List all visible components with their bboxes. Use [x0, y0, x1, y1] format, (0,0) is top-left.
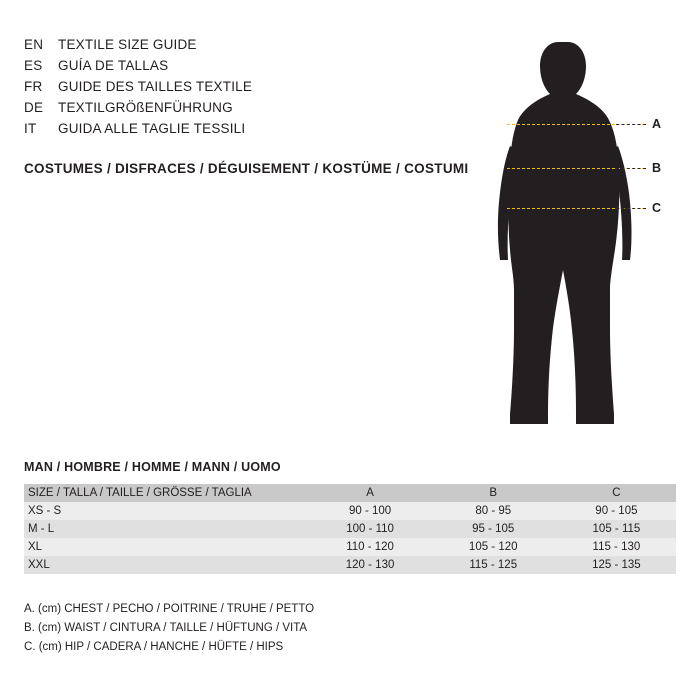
language-row: [24, 118, 454, 139]
language-code: FR: [24, 79, 43, 94]
cell-b: 95 - 105: [472, 523, 515, 535]
cell-a: 100 - 110: [346, 523, 394, 535]
language-row: [24, 34, 454, 55]
cell-a: 120 - 130: [345, 559, 395, 571]
column-header-b: B: [489, 487, 498, 499]
legend-line-a: A. (cm) CHEST / PECHO / POITRINE / TRUHE / PETTO: [24, 603, 315, 615]
table-row: [24, 502, 676, 520]
cell-size: M - L: [28, 523, 55, 535]
cell-b: 105 - 120: [468, 541, 518, 553]
cell-b: 80 - 95: [475, 505, 512, 517]
category-title: COSTUMES / DISFRACES / DÉGUISEMENT / KOSTÜME / COSTUMI: [24, 161, 469, 176]
measure-label-c: C: [652, 201, 662, 215]
male-silhouette-icon: [470, 28, 680, 428]
cell-a: 90 - 100: [348, 505, 392, 517]
cell-a: 110 - 120: [346, 541, 394, 553]
cell-size: XL: [28, 541, 43, 553]
language-list: [24, 34, 454, 139]
language-code: ES: [24, 58, 43, 73]
table-header-row: [24, 484, 676, 502]
table-row: [24, 556, 676, 574]
cell-size: XXL: [28, 559, 50, 571]
language-text: TEXTILGRÖßENFÜHRUNG: [58, 100, 233, 115]
cell-c: 115 - 130: [592, 541, 641, 553]
cell-size: XS - S: [28, 505, 62, 517]
body-figure: [470, 28, 680, 428]
measurement-legend: [24, 600, 314, 657]
language-row: [24, 55, 454, 76]
column-header-c: C: [612, 487, 621, 499]
legend-line-b: B. (cm) WAIST / CINTURA / TAILLE / HÜFTUNG / VITA: [24, 622, 308, 634]
language-code: DE: [24, 100, 44, 115]
measure-leader-waist: [616, 168, 646, 169]
measure-label-b: B: [652, 161, 662, 175]
cell-c: 90 - 105: [595, 505, 638, 517]
language-row: [24, 76, 454, 97]
language-code: IT: [24, 121, 37, 136]
legend-line-c: C. (cm) HIP / CADERA / HANCHE / HÜFTE / HIPS: [24, 641, 284, 653]
column-header-size: SIZE / TALLA / TAILLE / GRÖSSE / TAGLIA: [28, 487, 252, 499]
language-text: GUIDA ALLE TAGLIE TESSILI: [58, 121, 246, 136]
measure-leader-hip: [616, 208, 646, 209]
language-text: TEXTILE SIZE GUIDE: [58, 37, 197, 52]
table-row: [24, 520, 676, 538]
size-table: [24, 484, 676, 574]
cell-c: 105 - 115: [592, 523, 641, 535]
language-code: EN: [24, 37, 44, 52]
measure-label-a: A: [652, 117, 662, 131]
table-title: MAN / HOMBRE / HOMME / MANN / UOMO: [24, 460, 281, 474]
column-header-a: A: [366, 487, 374, 499]
table-row: [24, 538, 676, 556]
measure-leader-chest: [616, 124, 646, 125]
language-row: [24, 97, 454, 118]
cell-b: 115 - 125: [469, 559, 518, 571]
language-text: GUIDE DES TAILLES TEXTILE: [58, 79, 253, 94]
cell-c: 125 - 135: [592, 559, 641, 571]
language-text: GUÍA DE TALLAS: [58, 58, 169, 73]
